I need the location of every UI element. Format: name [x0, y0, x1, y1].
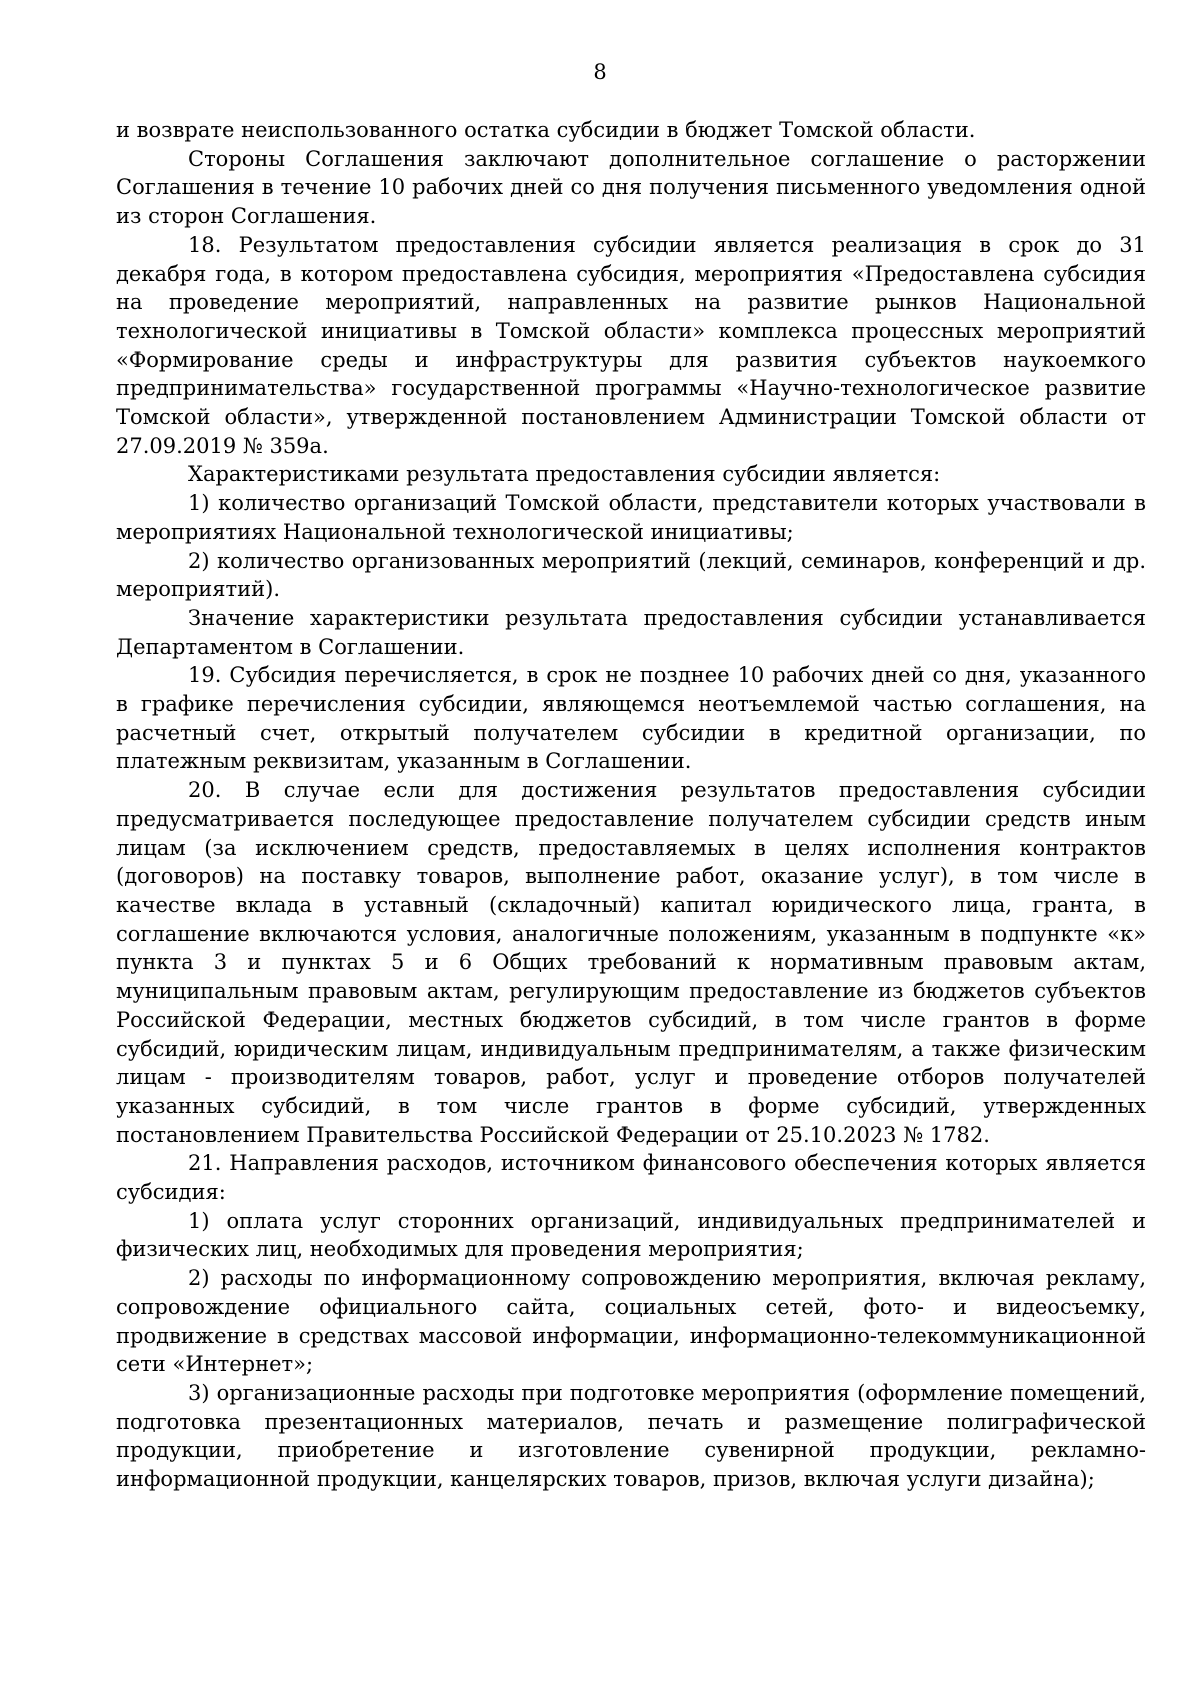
page-number: 8	[593, 60, 607, 84]
paragraph-continuation: и возврате неиспользованного остатка субсидии в бюджет Томской области.	[116, 118, 976, 142]
paragraph-19-transfer: 19. Субсидия перечисляется, в срок не позднее 10 рабочих дней со дня, указанного в графике перечисления субсидии, являющемся неотъемлемой частью соглашения, на расчетный счет, открытый получателем субсидии в кредитной организации, по платежным реквизитам, указанным в Соглашении.	[116, 663, 1146, 774]
list-item-characteristic-1: 1) количество организаций Томской области, представители которых участвовали в мероприятиях Национальной технологической инициативы;	[116, 491, 1146, 544]
paragraph-20-further-provision: 20. В случае если для достижения результатов предоставления субсидии предусматривается последующее предоставление получателем субсидии средств иным лицам (за исключением средств, предоставляемых в целях исполнения контрактов (договоров) на поставку товаров, выполнение работ, оказание услуг), в том числе в качестве вклада в уставный (складочный) капитал юридического лица, гранта, в соглашение включаются условия, аналогичные положениям, указанным в подпункте «к» пункта 3 и пунктах 5 и 6 Общих требований к нормативным правовым актам, муниципальным правовым актам, регулирующим предоставление из бюджетов субъектов Российской Федерации, местных бюджетов субсидий, в том числе грантов в форме субсидий, юридическим лицам, индивидуальным предпринимателям, а также физическим лицам - производителям товаров, работ, услуг и проведение отборов получателей указанных субсидий, в том числе грантов в форме субсидий, утвержденных постановлением Правительства Российской Федерации от 25.10.2023 № 1782.	[116, 778, 1146, 1147]
paragraph-21-expense-directions: 21. Направления расходов, источником финансового обеспечения которых является субсидия:	[116, 1151, 1146, 1205]
document-body	[116, 116, 1146, 1494]
paragraph-result-characteristics: Характеристиками результата предоставления субсидии является:	[188, 462, 941, 487]
list-item-expense-3: 3) организационные расходы при подготовке мероприятия (оформление помещений, подготовка презентационных материалов, печать и размещение полиграфической продукции, приобретение и изготовление сувенирной продукции, рекламно-информационной продукции, канцелярских товаров, призов, включая услуги дизайна);	[116, 1380, 1146, 1492]
paragraph-termination-agreement: Стороны Соглашения заключают дополнительное соглашение о расторжении Соглашения в течение 10 рабочих дней со дня получения письменного уведомления одной из сторон Соглашения.	[116, 146, 1146, 229]
list-item-expense-2: 2) расходы по информационному сопровождению мероприятия, включая рекламу, сопровождение официального сайта, социальных сетей, фото- и видеосъемку, продвижение в средствах массовой информации, информационно-телекоммуникационной сети «Интернет»;	[116, 1266, 1146, 1377]
paragraph-characteristic-value: Значение характеристики результата предоставления субсидии устанавливается Департаментом в Соглашении.	[116, 605, 1146, 659]
paragraph-18-result: 18. Результатом предоставления субсидии является реализация в срок до 31 декабря года, в котором предоставлена субсидия, мероприятия «Предоставлена субсидия на проведение мероприятий, направленных на развитие рынков Национальной технологической инициативы в Томской области» комплекса процессных мероприятий «Формирование среды и инфраструктуры для развития субъектов наукоемкого предпринимательства» государственной программы «Научно-технологическое развитие Томской области», утвержденной постановлением Администрации Томской области от 27.09.2019 № 359а.	[116, 232, 1146, 458]
list-item-characteristic-2: 2) количество организованных мероприятий (лекций, семинаров, конференций и др. мероприятий).	[116, 548, 1146, 602]
list-item-expense-1: 1) оплата услуг сторонних организаций, индивидуальных предпринимателей и физических лиц, необходимых для проведения мероприятия;	[116, 1208, 1146, 1262]
